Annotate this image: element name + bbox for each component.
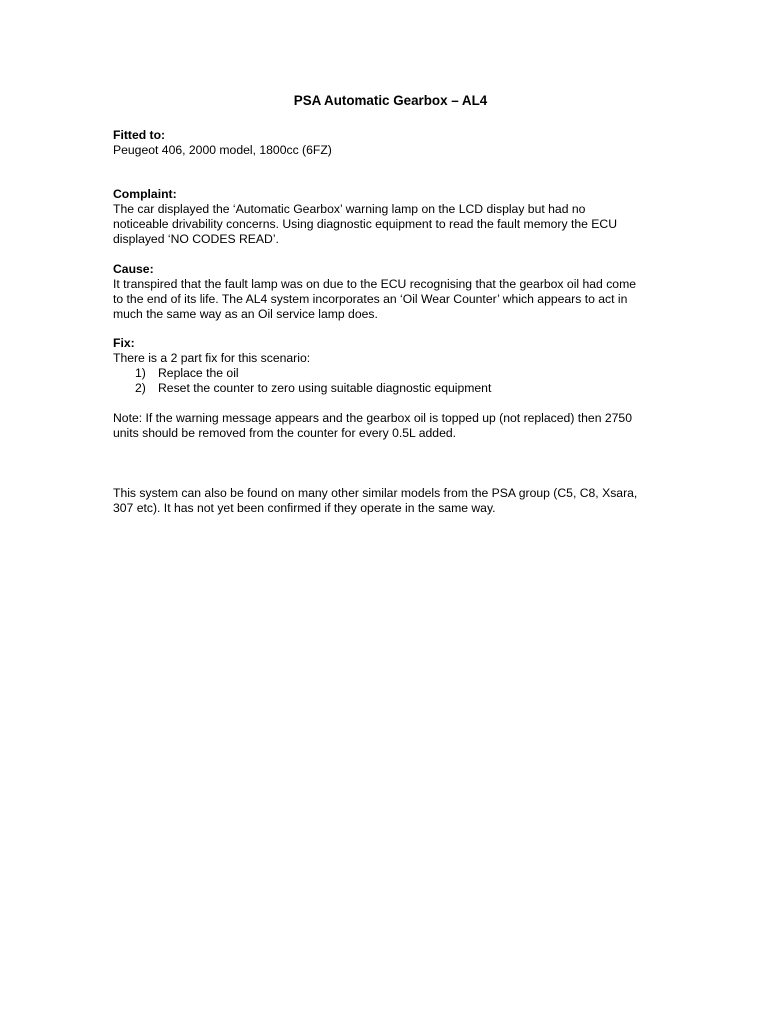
fitted-section bbox=[113, 128, 673, 158]
list-item bbox=[113, 366, 673, 381]
complaint-line: displayed ‘NO CODES READ’. bbox=[113, 232, 279, 246]
cause-heading: Cause: bbox=[113, 262, 154, 276]
fix-section bbox=[113, 336, 673, 396]
note-line: units should be removed from the counter for every 0.5L added. bbox=[113, 426, 457, 440]
complaint-line: noticeable drivability concerns. Using diagnostic equipment to read the fault memory the ECU bbox=[113, 217, 618, 231]
note-line: Note: If the warning message appears and the gearbox oil is topped up (not replaced) then 2750 bbox=[113, 411, 632, 425]
step-number: 2) bbox=[135, 381, 146, 395]
fix-intro: There is a 2 part fix for this scenario: bbox=[113, 351, 311, 365]
closing-line: This system can also be found on many other similar models from the PSA group (C5, C8, Xsara, bbox=[113, 486, 638, 500]
cause-section bbox=[113, 262, 673, 322]
complaint-section bbox=[113, 187, 673, 247]
closing-section bbox=[113, 486, 673, 516]
fix-heading: Fix: bbox=[113, 336, 135, 350]
note-section bbox=[113, 411, 673, 441]
complaint-heading: Complaint: bbox=[113, 187, 177, 201]
fitted-heading: Fitted to: bbox=[113, 128, 166, 142]
closing-line: 307 etc). It has not yet been confirmed if they operate in the same way. bbox=[113, 501, 496, 515]
cause-line: It transpired that the fault lamp was on due to the ECU recognising that the gearbox oil had come bbox=[113, 277, 637, 291]
fix-steps-list bbox=[113, 366, 673, 396]
fitted-text: Peugeot 406, 2000 model, 1800cc (6FZ) bbox=[113, 143, 332, 157]
complaint-line: The car displayed the ‘Automatic Gearbox’ warning lamp on the LCD display but had no bbox=[113, 202, 586, 216]
step-number: 1) bbox=[135, 366, 146, 380]
document-title: PSA Automatic Gearbox – AL4 bbox=[293, 93, 488, 108]
cause-line: much the same way as an Oil service lamp does. bbox=[113, 307, 378, 321]
list-item bbox=[113, 381, 673, 396]
cause-line: to the end of its life. The AL4 system incorporates an ‘Oil Wear Counter’ which appears to act in bbox=[113, 292, 628, 306]
step-text: Reset the counter to zero using suitable diagnostic equipment bbox=[158, 381, 492, 395]
step-text: Replace the oil bbox=[158, 366, 239, 380]
